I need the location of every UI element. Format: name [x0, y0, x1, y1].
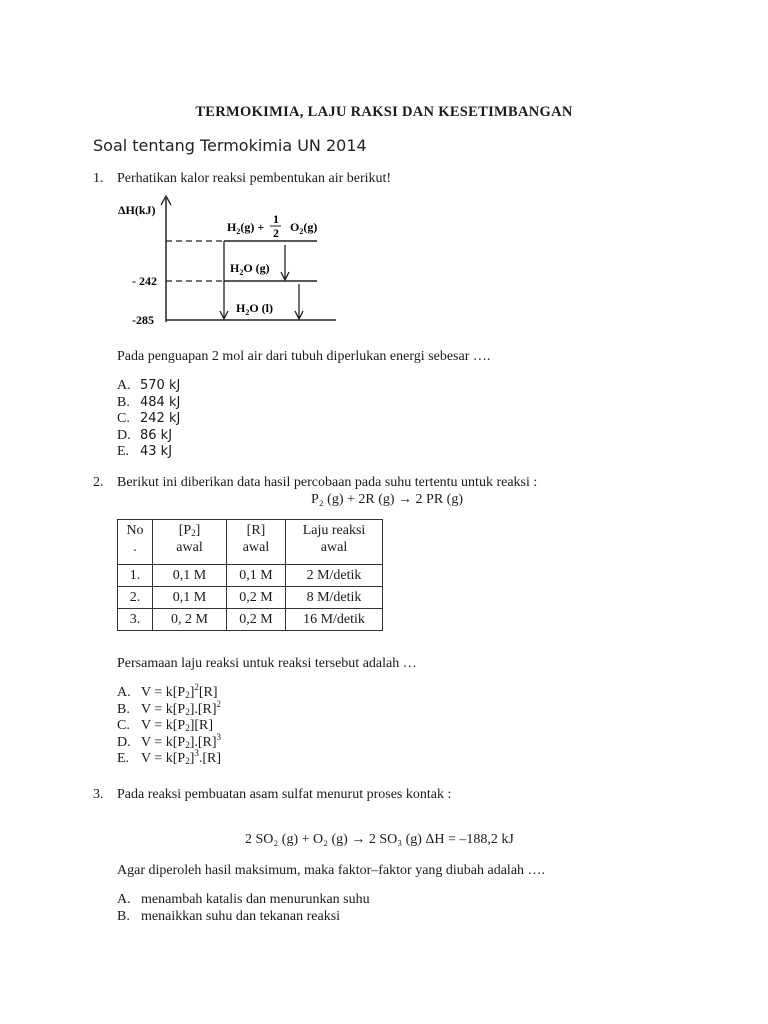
label-top-reactants: $H_2(g)$ + — [227, 220, 265, 236]
cell-no: 2. — [118, 587, 153, 609]
tick-label-285: -285 — [132, 313, 154, 327]
question-1-prompt: Pada penguapan 2 mol air dari tubuh diperlukan energi sebesar …. — [117, 349, 491, 364]
question-3-equation: 2 SO₂ (g) + O₂ (g) → 2 SO₃ (g) ΔH = –188,2 kJ — [245, 832, 514, 847]
tick-label-242: - 242 — [132, 274, 157, 288]
option-d[interactable]: D. $V = k[P_2].[R]^3$ — [117, 731, 222, 750]
question-2-options — [117, 682, 222, 768]
option-a[interactable]: A. $V = k[P_2]^2[R]$ — [117, 682, 218, 700]
table-row — [118, 565, 383, 587]
cell-rate: 16 M/detik — [286, 609, 383, 631]
cell-r: 0,1 M — [227, 565, 286, 587]
option-a[interactable]: A. menambah katalis dan menurunkan suhu — [117, 892, 370, 907]
rate-table — [117, 519, 383, 631]
option-c[interactable]: C. $V = k[P_2][R]$ — [117, 718, 214, 734]
option-b[interactable]: B. menaikkan suhu dan tekanan reaksi — [117, 908, 341, 924]
option-b[interactable]: B. 484 kJ — [117, 394, 181, 410]
cell-rate: 8 M/detik — [286, 587, 383, 609]
table-row — [118, 609, 383, 631]
cell-p2: 0,1 M — [153, 565, 227, 587]
option-b[interactable]: B. $V = k[P_2].[R]^2$ — [117, 698, 222, 717]
question-1-options — [117, 378, 180, 461]
question-1-number: 1. — [93, 171, 104, 186]
table-header-row — [118, 520, 383, 565]
header-p2: $[P_2]$ awal — [153, 520, 227, 565]
question-2-prompt: Persamaan laju reaksi untuk reaksi tersebut adalah … — [117, 656, 417, 671]
page-subtitle: Soal tentang Termokimia UN 2014 — [93, 136, 367, 155]
cell-no: 1. — [118, 565, 153, 587]
option-e[interactable]: E. 43 kJ — [117, 444, 173, 460]
option-e[interactable]: E. $V = k[P_2]^3.[R]$ — [117, 748, 222, 767]
question-2-number: 2. — [93, 475, 104, 490]
label-half-numerator: 1 — [273, 212, 279, 226]
label-water-liquid: $H_2O$ (l) — [236, 301, 274, 317]
question-3-number: 3. — [93, 787, 104, 802]
question-3-prompt: Agar diperoleh hasil maksimum, maka faktor–faktor yang diubah adalah …. — [117, 863, 546, 878]
cell-p2: 0,1 M — [153, 587, 227, 609]
cell-r: 0,2 M — [227, 609, 286, 631]
question-2-text: Berikut ini diberikan data hasil percobaan pada suhu tertentu untuk reaksi : — [117, 475, 538, 490]
header-r: [R] awal — [227, 520, 286, 565]
cell-r: 0,2 M — [227, 587, 286, 609]
header-rate: Laju reaksi awal — [286, 520, 383, 565]
cell-rate: 2 M/detik — [286, 565, 383, 587]
question-3-text: Pada reaksi pembuatan asam sulfat menurut proses kontak : — [117, 787, 452, 802]
question-2-equation: P₂ (g) + 2R (g) → 2 PR (g) — [311, 492, 463, 507]
table-row — [118, 587, 383, 609]
label-half-denominator: 2 — [273, 226, 279, 240]
label-water-gas: $H_2O$ (g) — [230, 261, 270, 277]
option-c[interactable]: C. 242 kJ — [117, 411, 181, 427]
enthalpy-diagram — [110, 192, 350, 332]
question-3-options — [117, 892, 370, 925]
option-a[interactable]: A. 570 kJ — [117, 378, 181, 393]
header-no: No . — [118, 520, 153, 565]
y-axis-label: ΔH(kJ) — [118, 203, 156, 217]
label-o2: $O_2(g)$ — [290, 220, 318, 236]
page-title: TERMOKIMIA, LAJU RAKSI DAN KESETIMBANGAN — [195, 104, 573, 120]
option-d[interactable]: D. 86 kJ — [117, 427, 173, 443]
cell-no: 3. — [118, 609, 153, 631]
cell-p2: 0, 2 M — [153, 609, 227, 631]
question-1-text: Perhatikan kalor reaksi pembentukan air berikut! — [117, 171, 392, 186]
